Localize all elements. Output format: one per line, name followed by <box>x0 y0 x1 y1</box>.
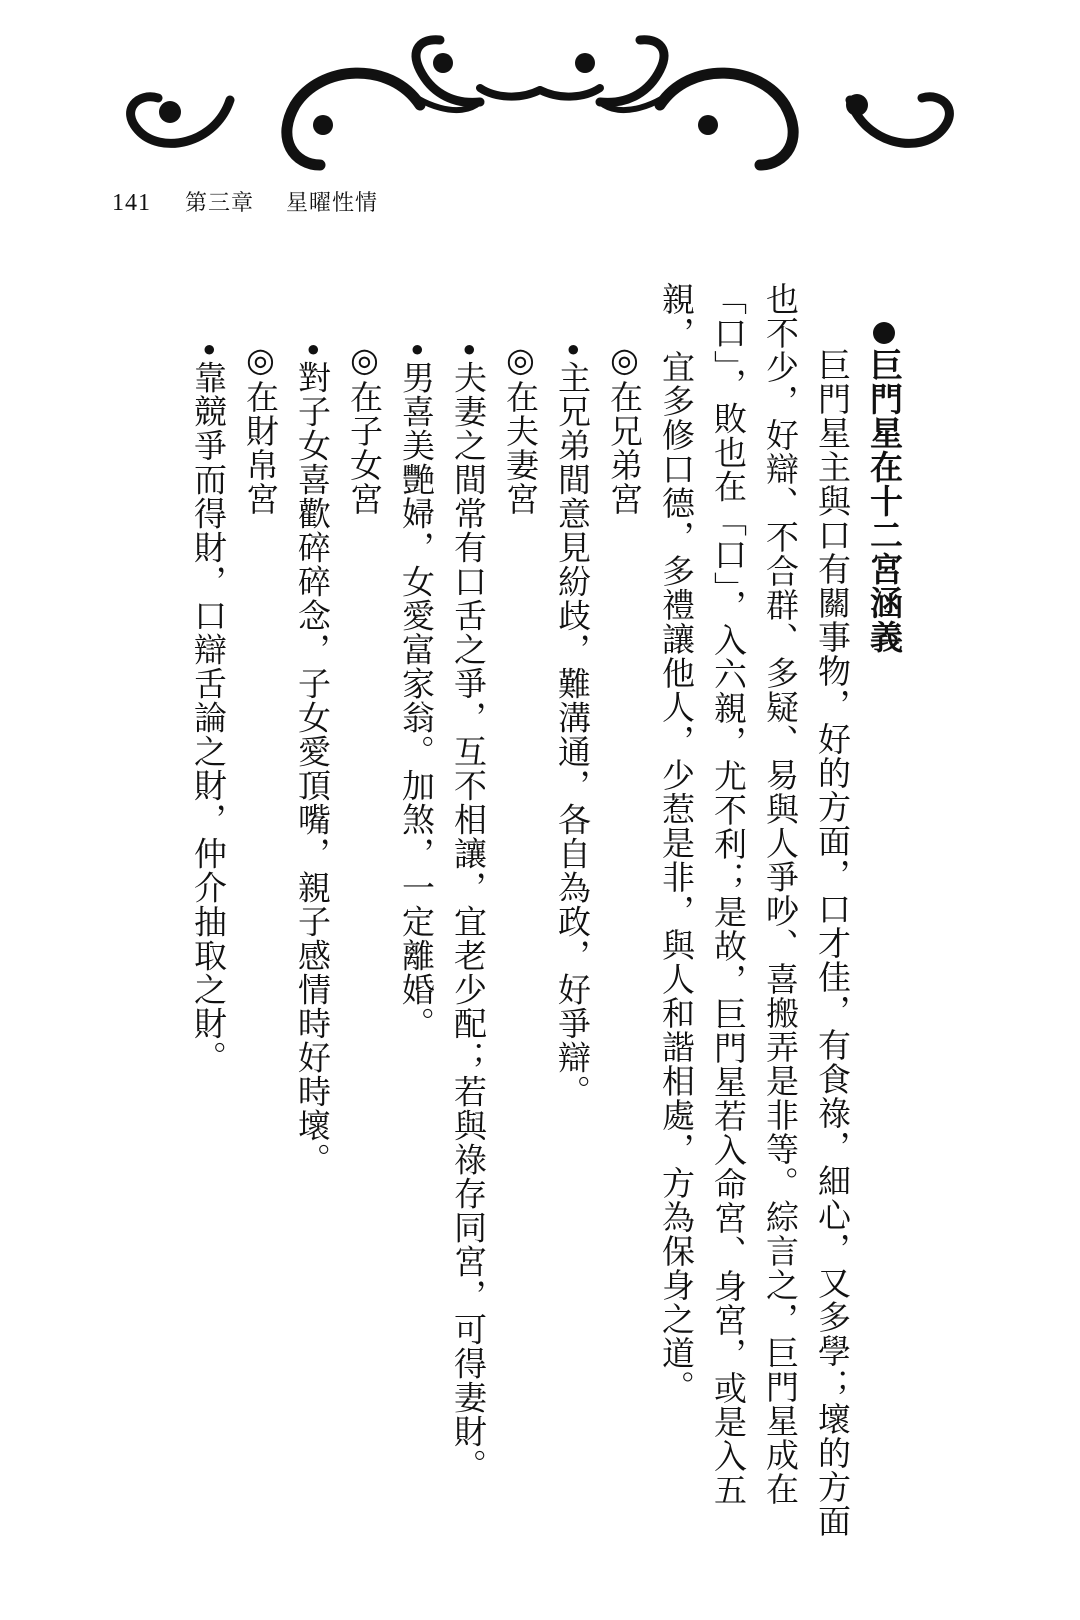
decorative-scroll-ornament <box>120 30 960 180</box>
running-header <box>112 186 378 217</box>
intro-paragraph: 巨門星主與口有關事物，好的方面，口才佳，有食祿，細心，又多學；壞的方面也不少，好辯、不合群、多疑、易與人爭吵、喜搬弄是非等。綜言之，巨門星成在「口」，敗也在「口」，入六親，尤不利；是故，巨門星若入命宮、身宮，或是入五親，宜多修口德，多禮讓他人，少惹是非，與人和諧相處，方為保身之道。 <box>657 282 852 1538</box>
body-text <box>90 282 910 1542</box>
palace-heading-children: ◎在子女宮 <box>345 340 384 516</box>
palace-bullet: •靠競爭而得財，口辯舌論之財，仲介抽取之財。 <box>189 340 228 1075</box>
palace-bullet: •男喜美艷婦，女愛富家翁。加煞，一定離婚。 <box>397 340 436 1041</box>
chapter-title: 星曜性情 <box>286 191 379 216</box>
palace-bullet: •對子女喜歡碎碎念，子女愛頂嘴，親子感情時好時壞。 <box>293 340 332 1177</box>
palace-bullet: •主兄弟間意見紛歧，難溝通，各自為政，好爭辯。 <box>553 340 592 1109</box>
section-title <box>858 282 910 1542</box>
palace-heading-wealth: ◎在財帛宮 <box>241 340 280 516</box>
palace-heading-siblings: ◎在兄弟宮 <box>605 340 644 516</box>
palace-heading-spouse: ◎在夫妻宮 <box>501 340 540 516</box>
section-title-text: 巨門星在十二宮涵義 <box>865 348 904 654</box>
chapter-label: 第三章 <box>185 191 255 216</box>
palace-bullet: •夫妻之間常有口舌之爭，互不相讓，宜老少配；若與祿存同宮，可得妻財。 <box>449 340 488 1483</box>
page-number: 141 <box>112 190 151 216</box>
bullet-dot-icon <box>873 322 895 344</box>
